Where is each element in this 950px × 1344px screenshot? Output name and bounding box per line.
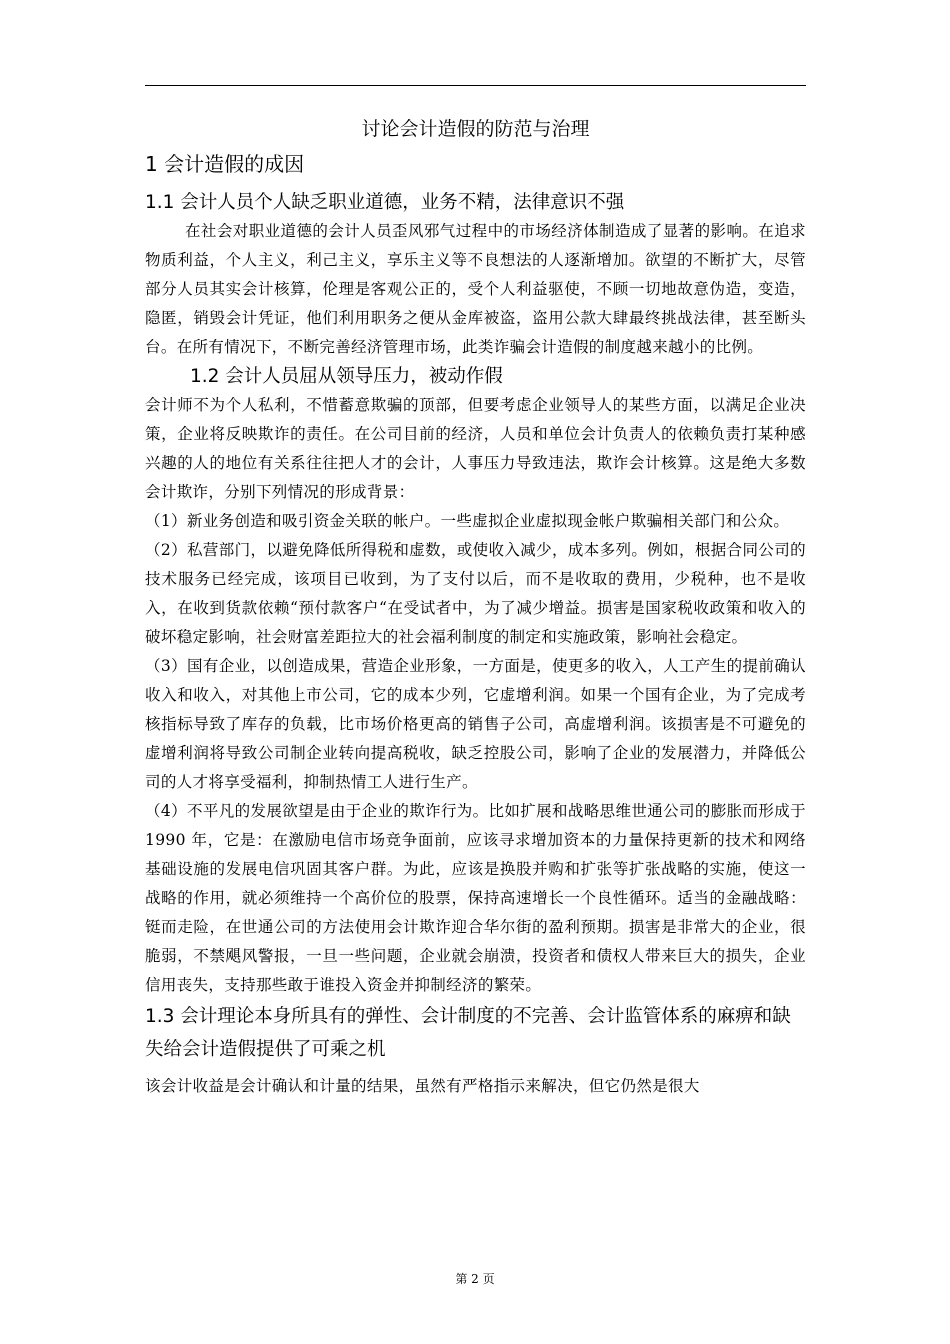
page-number: 第 2 页 bbox=[455, 1272, 495, 1286]
section-1-1-paragraph: 在社会对职业道德的会计人员歪风邪气过程中的市场经济体制造成了显著的影响。在追求物质利益，个人主义，利己主义，享乐主义等不良想法的人逐渐增加。欲望的不断扩大，尽管部分人员其实会计核算，伦理是客观公正的，受个人利益驱使，不顾一切地故意伪造，变造，隐匿，销毁会计凭证，他们利用职务之便从金库被盗，盗用公款大肆最终挑战法律，甚至断头台。在所有情况下，不断完善经济管理市场，此类诈骗会计造假的制度越来越小的比例。 bbox=[145, 222, 806, 356]
section-1-1-heading: 1.1 会计人员个人缺乏职业道德，业务不精，法律意识不强 bbox=[145, 192, 625, 213]
list-item-4: （4）不平凡的发展欲望是由于企业的欺诈行为。比如扩展和战略思维世通公司的膨胀而形成于 1990 年，它是：在激励电信市场竞争面前，应该寻求增加资本的力量保持更新的技术和网络基础设施的发展电信巩固其客户群。为此，应该是换股并购和扩张等扩张战略的实施，使这一战略的作用，就必须维持一个高价位的股票，保持高速增长一个良性循环。适当的金融战略：铤而走险，在世通公司的方法使用会计欺诈迎合华尔街的盈利预期。损害是非常大的企业，很脆弱，不禁飓风警报，一旦一些问题，企业就会崩溃，投资者和债权人带来巨大的损失，企业信用丧失，支持那些敢于谁投入资金并抑制经济的繁荣。 bbox=[145, 802, 806, 994]
document-body bbox=[145, 114, 806, 1101]
document-title: 讨论会计造假的防范与治理 bbox=[361, 118, 590, 140]
section-1-3-paragraph: 该会计收益是会计确认和计量的结果，虽然有严格指示来解决，但它仍然是很大 bbox=[145, 1077, 700, 1095]
section-1-3-heading: 1.3 会计理论本身所具有的弹性、会计制度的不完善、会计监管体系的麻痹和缺失给会计造假提供了可乘之机 bbox=[145, 1006, 791, 1060]
list-item-2: （2）私营部门，以避免降低所得税和虚数，或使收入减少，成本多列。例如，根据合同公司的技术服务已经完成，该项目已收到，为了支付以后，而不是收取的费用，少税种，也不是收入，在收到货款依赖“预付款客户“在受试者中，为了减少增益。损害是国家税收政策和收入的破坏稳定影响，社会财富差距拉大的社会福利制度的制定和实施政策，影响社会稳定。 bbox=[145, 541, 806, 646]
list-item-3: （3）国有企业，以创造成果，营造企业形象，一方面是，使更多的收入，人工产生的提前确认收入和收入，对其他上市公司，它的成本少列，它虚增利润。如果一个国有企业，为了完成考核指标导致了库存的负载，比市场价格更高的销售子公司，高虚增利润。该损害是不可避免的虚增利润将导致公司制企业转向提高税收，缺乏控股公司，影响了企业的发展潜力，并降低公司的人才将享受福利，抑制热情工人进行生产。 bbox=[145, 657, 806, 791]
header-rule bbox=[145, 85, 806, 86]
section-1-heading: 1 会计造假的成因 bbox=[145, 152, 305, 176]
section-1-2-heading: 1.2 会计人员屈从领导压力，被动作假 bbox=[190, 366, 503, 387]
list-item-1: （1）新业务创造和吸引资金关联的帐户。一些虚拟企业虚拟现金帐户欺骗相关部门和公众。 bbox=[145, 512, 790, 530]
section-1-2-intro: 会计师不为个人私利，不惜蓄意欺骗的顶部，但要考虑企业领导人的某些方面，以满足企业决策，企业将反映欺诈的责任。在公司目前的经济，人员和单位会计负责人的依赖负责打某种感兴趣的人的地位有关系往往把人才的会计，人事压力导致违法，欺诈会计核算。这是绝大多数会计欺诈，分别下列情况的形成背景： bbox=[145, 396, 806, 501]
